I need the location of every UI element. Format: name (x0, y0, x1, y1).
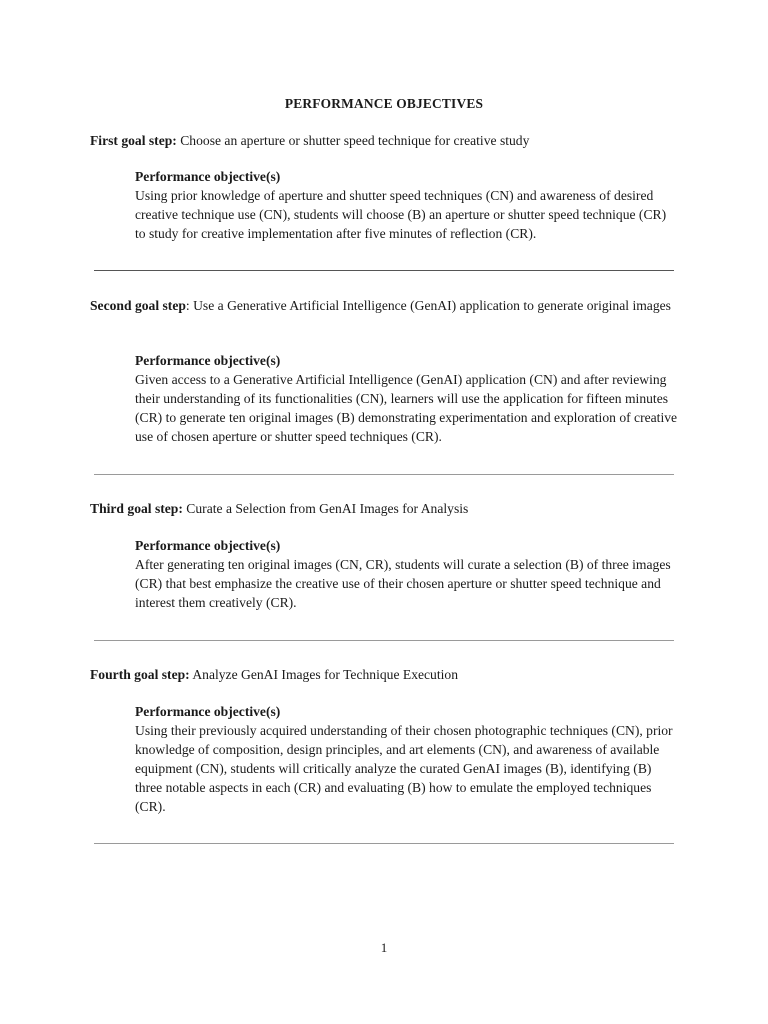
goal-step-3 (90, 499, 680, 518)
performance-objective-4 (135, 702, 680, 816)
goal-step-label: Fourth goal step: (90, 667, 190, 682)
objective-text: Given access to a Generative Artificial Intelligence (GenAI) application (CN) and after reviewing their understanding of its functionalities (CN), learners will use the application for fifteen minutes (CR) to generate ten original images (B) demonstrating experimentation and exploration of creative use of chosen aperture or shutter speed techniques (CR). (135, 372, 678, 444)
objective-heading: Performance objective(s) (135, 169, 281, 184)
goal-step-1 (90, 131, 680, 150)
section-divider (94, 640, 674, 641)
performance-objective-1 (135, 167, 680, 243)
goal-step-label: First goal step: (90, 133, 177, 148)
section-divider (94, 843, 674, 844)
objective-text: Using prior knowledge of aperture and shutter speed techniques (CN) and awareness of desired creative technique use (CN), students will choose (B) an aperture or shutter speed technique (CR) to study for creative implementation after five minutes of reflection (CR). (135, 188, 667, 241)
objective-heading: Performance objective(s) (135, 538, 281, 553)
goal-step-text: Choose an aperture or shutter speed technique for creative study (176, 133, 530, 148)
goal-step-2 (90, 296, 680, 315)
page-title: PERFORMANCE OBJECTIVES (284, 96, 484, 111)
page-number: 1 (380, 940, 388, 955)
objective-text: Using their previously acquired understanding of their chosen photographic techniques (CN), prior knowledge of composition, design principles, and art elements (CN), and awareness of available equipment (CN), students will critically analyze the curated GenAI images (B), identifying (B) three notable aspects in each (CR) and evaluating (B) how to emulate the employed techniques (CR). (135, 723, 673, 814)
objective-text: After generating ten original images (CN, CR), students will curate a selection (B) of three images (CR) that best emphasize the creative use of their chosen aperture or shutter speed technique and interest them creatively (CR). (135, 557, 671, 610)
section-divider (94, 270, 674, 271)
goal-step-text: Analyze GenAI Images for Technique Execution (189, 667, 458, 682)
goal-step-4 (90, 665, 680, 684)
performance-objective-2 (135, 351, 680, 446)
goal-step-text: Curate a Selection from GenAI Images for Analysis (182, 501, 469, 516)
goal-step-text: : Use a Generative Artificial Intelligence (GenAI) application to generate original images (185, 298, 671, 313)
objective-heading: Performance objective(s) (135, 704, 281, 719)
section-divider (94, 474, 674, 475)
objective-heading: Performance objective(s) (135, 353, 281, 368)
goal-step-label: Second goal step (90, 298, 186, 313)
goal-step-label: Third goal step: (90, 501, 183, 516)
performance-objective-3 (135, 536, 680, 612)
